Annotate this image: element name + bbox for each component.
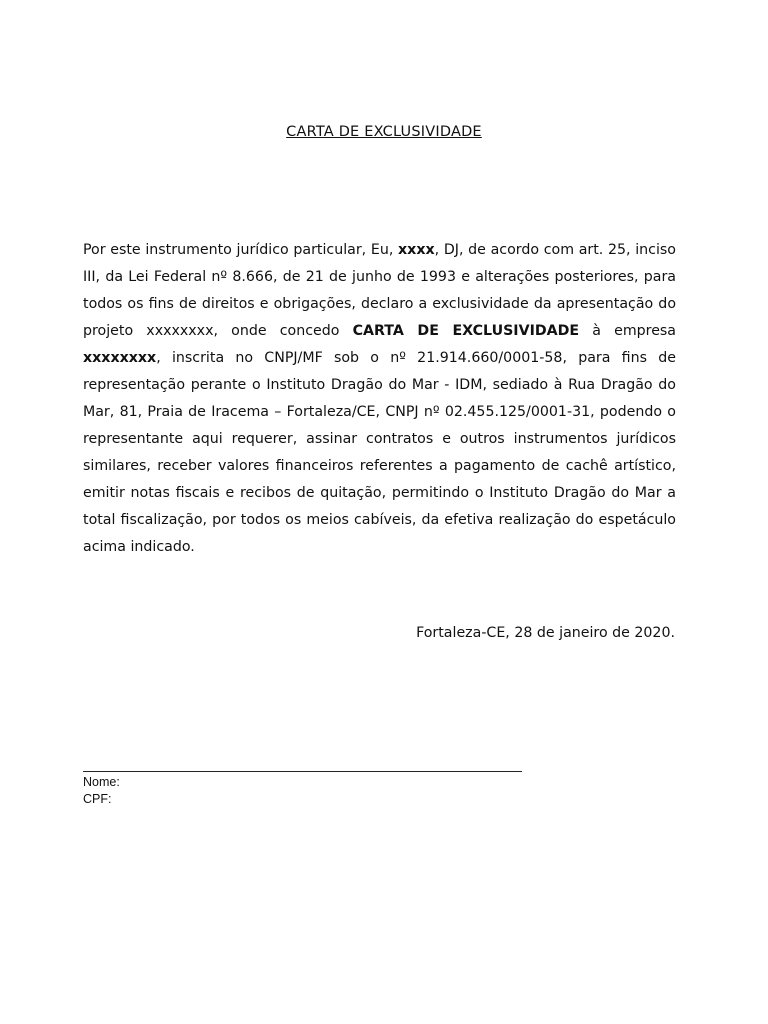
paragraph-text-2: , DJ, de acordo com art. 25, inciso III, da Lei Federal nº 8.666, de 21 de junho de 1993 e alterações posteriores, para todos os fins de direitos e obrigações, declaro a exclusividade da apresentação do projeto: [83, 242, 676, 339]
paragraph-text-4: à empresa: [579, 323, 677, 339]
name-placeholder: xxxx: [398, 242, 435, 258]
nome-label: Nome:: [83, 775, 120, 789]
date-line: Fortaleza-CE, 28 de janeiro de 2020.: [416, 625, 675, 641]
paragraph-text-3: , onde concedo: [213, 323, 353, 339]
project-placeholder: xxxxxxxx: [146, 323, 214, 339]
paragraph-text-5: , inscrita no CNPJ/MF sob o nº 21.914.660/0001-58, para fins de representação perante o Instituto Dragão do Mar - IDM, sediado à Rua Dragão do Mar, 81, Praia de Iracema – Fortaleza/CE, CNPJ nº 02.455.125/0001-31, podendo o representante aqui requerer, assinar contratos e outros instrumentos jurídicos similares, receber valores financeiros referentes a pagamento de cachê artístico, emitir notas fiscais e recibos de quitação, permitindo o Instituto Dragão do Mar a total fiscalização, por todos os meios cabíveis, da efetiva realização do espetáculo acima indicado.: [83, 350, 676, 555]
company-placeholder: xxxxxxxx: [83, 350, 157, 366]
declaration-paragraph: [83, 237, 676, 561]
carta-bold-text: CARTA DE EXCLUSIVIDADE: [352, 323, 580, 339]
paragraph-text-1: Por este instrumento jurídico particular, Eu,: [83, 242, 399, 258]
signature-line: [83, 771, 522, 772]
document-title: CARTA DE EXCLUSIVIDADE: [286, 124, 482, 140]
cpf-label: CPF:: [83, 792, 112, 806]
